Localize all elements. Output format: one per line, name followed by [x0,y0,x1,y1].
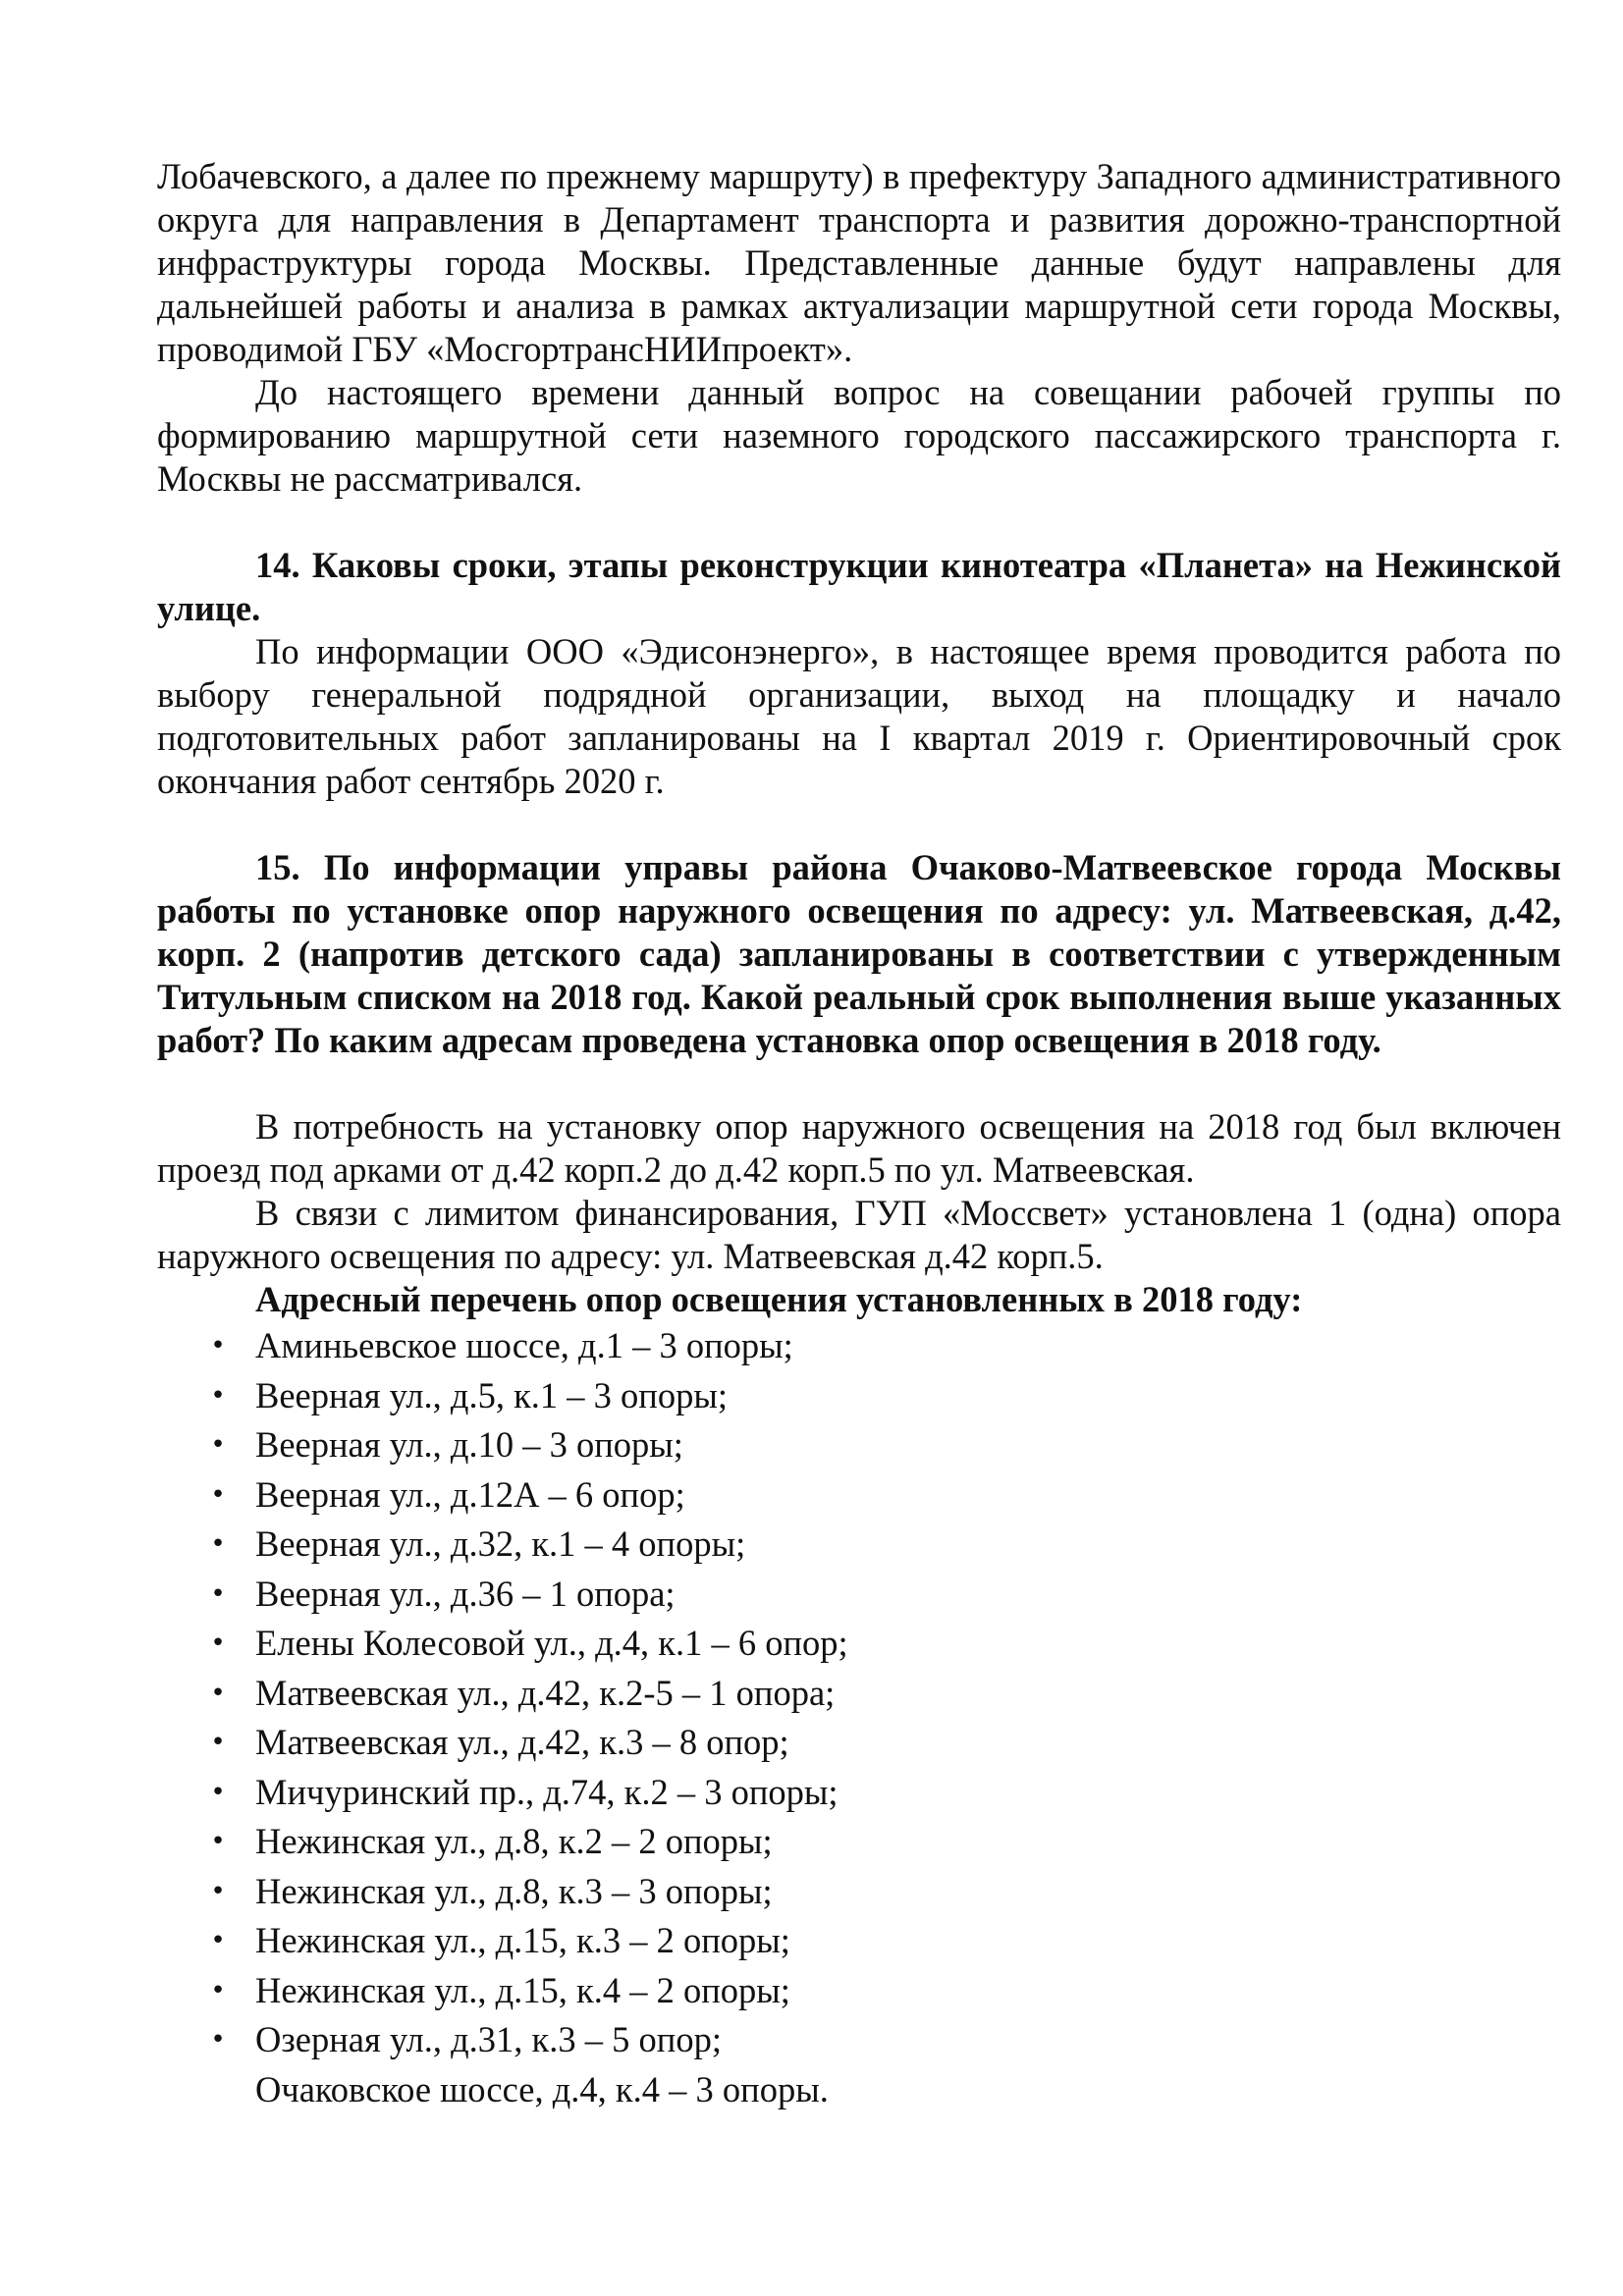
bullet-icon: • [210,1926,226,1955]
list-item-text: Матвеевская ул., д.42, к.3 – 8 опор; [255,1722,789,1762]
list-item [157,1619,1561,1669]
bullet-icon: • [210,1678,226,1708]
answer-15-paragraph-2: В связи с лимитом финансирования, ГУП «Моссвет» установлена 1 (одна) опора наружного освещения по адресу: ул. Матвеевская д.42 корп.5. [157,1193,1561,1276]
list-item [157,1520,1561,1570]
list-item [157,1669,1561,1719]
list-item-text: Веерная ул., д.5, к.1 – 3 опоры; [255,1374,729,1415]
list-item [157,1420,1561,1470]
address-list [157,1321,1561,2114]
question-15: 15. По информации управы района Очаково-Матвеевское города Москвы работы по установке опор наружного освещения по адресу: ул. Матвеевская, д.42, корп. 2 (напротив детского сада) запланированы в соответствии с утвержденным Титульным списком на 2018 год. Какой реальный срок выполнения выше указанных работ? По каким адресам проведена установка опор освещения в 2018 году. [157,847,1561,1060]
list-item-text: Матвеевская ул., д.42, к.2-5 – 1 опора; [255,1672,836,1713]
bullet-icon: • [210,1777,226,1807]
list-item [157,1570,1561,1620]
bullet-icon: • [210,1728,226,1757]
bullet-icon: • [210,1430,226,1460]
list-item-text: Веерная ул., д.36 – 1 опора; [255,1573,676,1614]
answer-15-paragraph-1: В потребность на установку опор наружного освещения на 2018 год был включен проезд под арками от д.42 корп.2 до д.42 корп.5 по ул. Матвеевская. [157,1106,1561,1190]
list-item-text: Нежинская ул., д.8, к.3 – 3 опоры; [255,1870,773,1911]
list-item-text: Нежинская ул., д.15, к.3 – 2 опоры; [255,1920,790,1960]
address-list-heading: Адресный перечень опор освещения установленных в 2018 году: [255,1279,1303,1319]
spacer [157,1062,1561,1105]
bullet-icon: • [210,1331,226,1361]
list-item [157,2015,1561,2065]
list-item [157,1916,1561,1966]
list-item-text: Нежинская ул., д.15, к.4 – 2 опоры; [255,1969,790,2010]
bullet-icon: • [210,1876,226,1906]
list-item-text: Очаковское шоссе, д.4, к.4 – 3 опоры. [255,2068,829,2109]
question-14: 14. Каковы сроки, этапы реконструкции кинотеатра «Планета» на Нежинской улице. [157,545,1561,628]
list-item [157,1966,1561,2016]
bullet-icon: • [210,1827,226,1856]
list-item [157,1321,1561,1371]
bullet-icon: • [210,1479,226,1510]
list-item-text: Елены Колесовой ул., д.4, к.1 – 6 опор; [255,1623,848,1663]
list-item-text: Веерная ул., д.32, к.1 – 4 опоры; [255,1523,746,1564]
list-item-text: Нежинская ул., д.8, к.2 – 2 опоры; [255,1821,773,1861]
list-item [157,1718,1561,1768]
bullet-icon: • [210,1629,226,1658]
list-item-text: Аминьевское шоссе, д.1 – 3 опоры; [255,1325,793,1365]
list-item [157,1867,1561,1917]
intro-paragraph-1: Лобачевского, а далее по прежнему маршруту) в префектуру Западного административного округа для направления в Департамент транспорта и развития дорожно-транспортной инфраструктуры города Москвы. Представленные данные будут направлены для дальнейшей работы и анализа в рамках актуализации маршрутной сети города Москвы, проводимой ГБУ «МосгортрансНИИпроект». [157,156,1561,369]
answer-14: По информации ООО «Эдисонэнерго», в настоящее время проводится работа по выбору генеральной подрядной организации, выход на площадку и начало подготовительных работ запланированы на I квартал 2019 г. Ориентировочный срок окончания работ сентябрь 2020 г. [157,631,1561,801]
spacer [157,803,1561,846]
intro-paragraph-2: До настоящего времени данный вопрос на совещании рабочей группы по формированию маршрутной сети наземного городского пассажирского транспорта г. Москвы не рассматривался. [157,372,1561,499]
list-item-text: Веерная ул., д.12А – 6 опор; [255,1473,685,1515]
bullet-icon: • [210,1380,226,1411]
list-item [157,1470,1561,1521]
document-page [157,155,1561,2114]
list-item [157,2065,1561,2115]
list-item [157,1768,1561,1818]
list-item-text: Озерная ул., д.31, к.3 – 5 опор; [255,2019,722,2059]
spacer [157,501,1561,544]
list-item [157,1371,1561,1421]
bullet-icon: • [210,2025,226,2055]
bullet-icon: • [210,1975,226,2005]
bullet-icon: • [210,1578,226,1609]
list-item [157,1817,1561,1867]
list-item-text: Веерная ул., д.10 – 3 опоры; [255,1424,683,1465]
list-item-text: Мичуринский пр., д.74, к.2 – 3 опоры; [255,1771,839,1812]
bullet-icon: • [210,1529,226,1559]
